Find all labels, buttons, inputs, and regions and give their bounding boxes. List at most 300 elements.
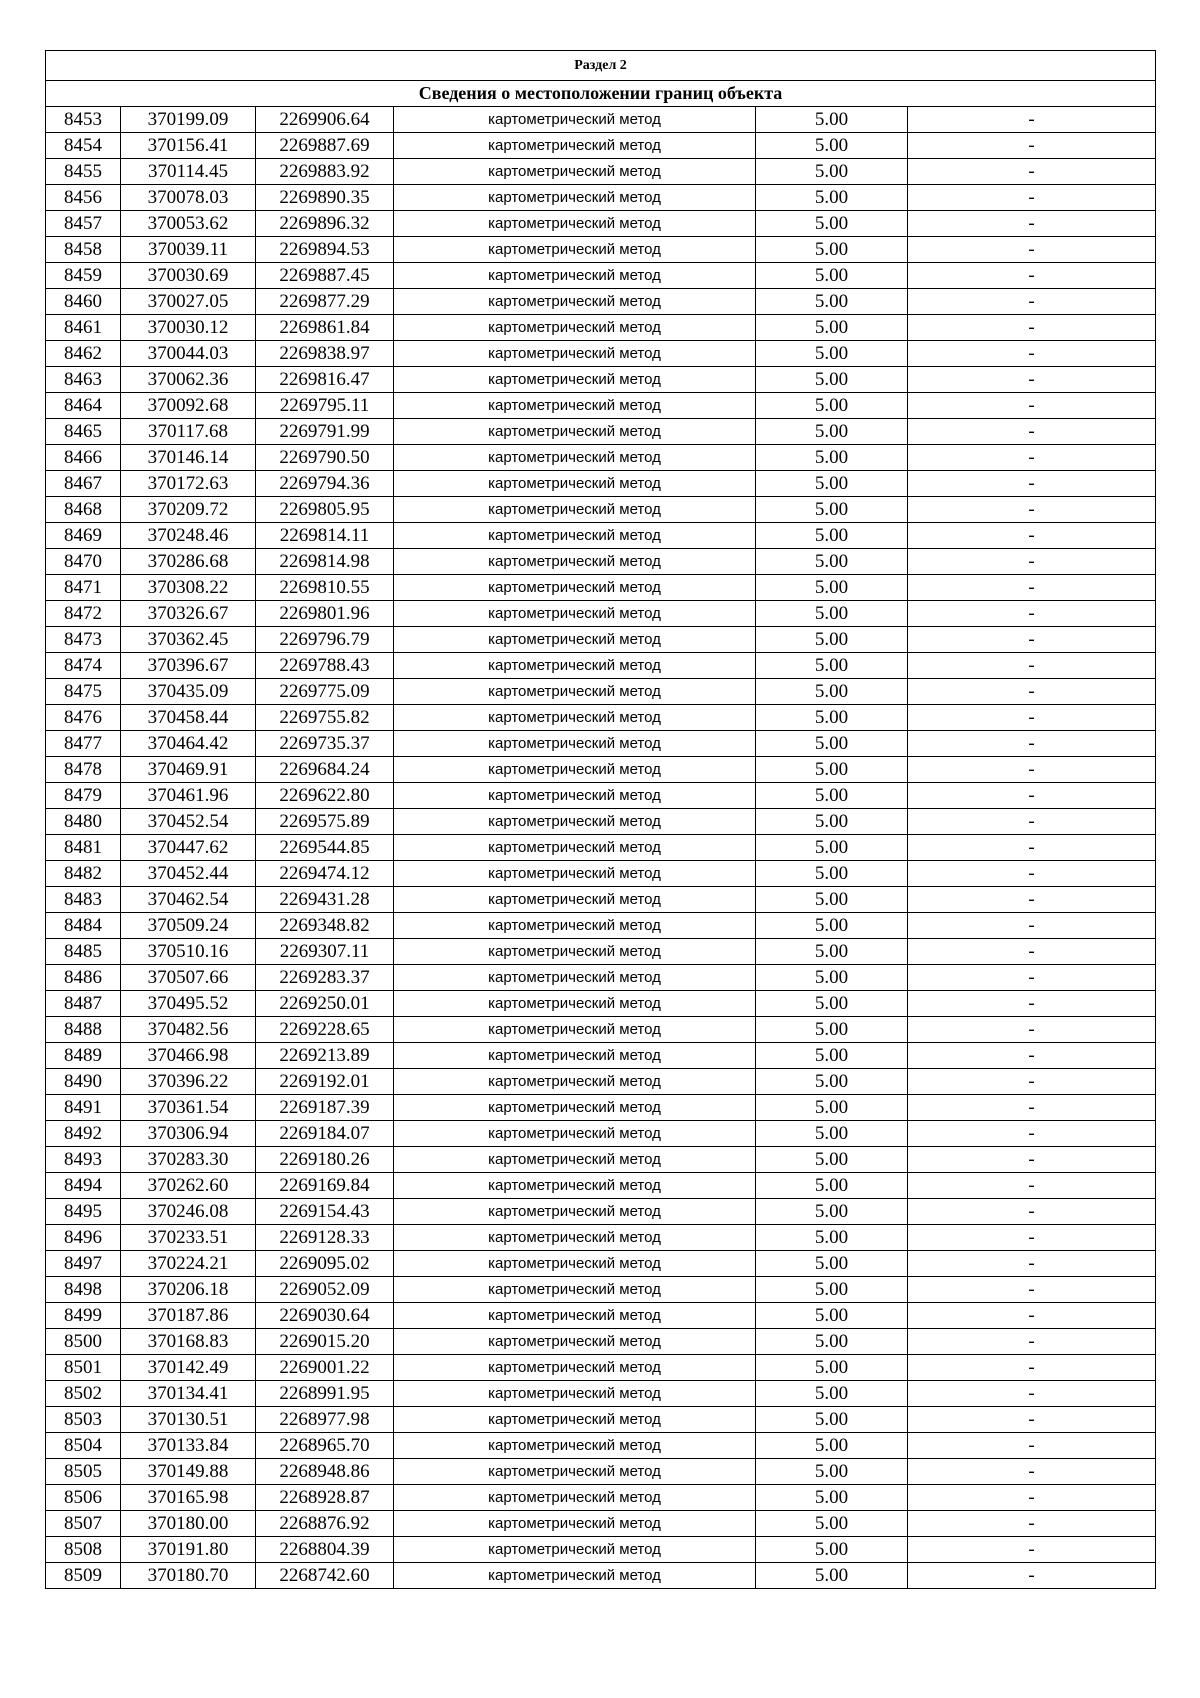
- coord-y-cell: 2269213.89: [256, 1043, 394, 1069]
- point-number-cell: 8482: [46, 861, 121, 887]
- coord-x-cell: 370180.70: [121, 1563, 256, 1589]
- method-cell: картометрический метод: [394, 1225, 756, 1251]
- point-number-cell: 8506: [46, 1485, 121, 1511]
- note-cell: -: [908, 835, 1156, 861]
- coord-x-cell: 370172.63: [121, 471, 256, 497]
- coord-y-cell: 2269890.35: [256, 185, 394, 211]
- point-number-cell: 8507: [46, 1511, 121, 1537]
- coord-x-cell: 370283.30: [121, 1147, 256, 1173]
- method-cell: картометрический метод: [394, 1355, 756, 1381]
- accuracy-cell: 5.00: [756, 367, 908, 393]
- coord-x-cell: 370326.67: [121, 601, 256, 627]
- coord-x-cell: 370027.05: [121, 289, 256, 315]
- table-row: [46, 991, 1156, 1017]
- accuracy-cell: 5.00: [756, 757, 908, 783]
- accuracy-cell: 5.00: [756, 107, 908, 133]
- point-number-cell: 8486: [46, 965, 121, 991]
- table-row: [46, 497, 1156, 523]
- coord-x-cell: 370209.72: [121, 497, 256, 523]
- coord-x-cell: 370039.11: [121, 237, 256, 263]
- point-number-cell: 8476: [46, 705, 121, 731]
- note-cell: -: [908, 133, 1156, 159]
- accuracy-cell: 5.00: [756, 1147, 908, 1173]
- accuracy-cell: 5.00: [756, 497, 908, 523]
- table-row: [46, 315, 1156, 341]
- coord-y-cell: 2268991.95: [256, 1381, 394, 1407]
- accuracy-cell: 5.00: [756, 263, 908, 289]
- accuracy-cell: 5.00: [756, 939, 908, 965]
- method-cell: картометрический метод: [394, 939, 756, 965]
- accuracy-cell: 5.00: [756, 1511, 908, 1537]
- accuracy-cell: 5.00: [756, 1407, 908, 1433]
- method-cell: картометрический метод: [394, 289, 756, 315]
- note-cell: -: [908, 1407, 1156, 1433]
- point-number-cell: 8472: [46, 601, 121, 627]
- point-number-cell: 8461: [46, 315, 121, 341]
- coord-y-cell: 2269896.32: [256, 211, 394, 237]
- accuracy-cell: 5.00: [756, 471, 908, 497]
- point-number-cell: 8481: [46, 835, 121, 861]
- table-row: [46, 887, 1156, 913]
- table-row: [46, 1381, 1156, 1407]
- coord-y-cell: 2269474.12: [256, 861, 394, 887]
- accuracy-cell: 5.00: [756, 861, 908, 887]
- method-cell: картометрический метод: [394, 653, 756, 679]
- coord-x-cell: 370117.68: [121, 419, 256, 445]
- coord-x-cell: 370130.51: [121, 1407, 256, 1433]
- table-row: [46, 1433, 1156, 1459]
- coord-y-cell: 2269184.07: [256, 1121, 394, 1147]
- accuracy-cell: 5.00: [756, 783, 908, 809]
- coord-y-cell: 2269180.26: [256, 1147, 394, 1173]
- point-number-cell: 8509: [46, 1563, 121, 1589]
- note-cell: -: [908, 523, 1156, 549]
- coord-y-cell: 2269228.65: [256, 1017, 394, 1043]
- accuracy-cell: 5.00: [756, 1043, 908, 1069]
- note-cell: -: [908, 341, 1156, 367]
- coord-x-cell: 370092.68: [121, 393, 256, 419]
- table-row: [46, 1511, 1156, 1537]
- coord-y-cell: 2269814.11: [256, 523, 394, 549]
- coord-y-cell: 2269805.95: [256, 497, 394, 523]
- point-number-cell: 8498: [46, 1277, 121, 1303]
- point-number-cell: 8484: [46, 913, 121, 939]
- point-number-cell: 8458: [46, 237, 121, 263]
- note-cell: -: [908, 809, 1156, 835]
- coord-x-cell: 370495.52: [121, 991, 256, 1017]
- method-cell: картометрический метод: [394, 367, 756, 393]
- method-cell: картометрический метод: [394, 159, 756, 185]
- accuracy-cell: 5.00: [756, 393, 908, 419]
- table-row: [46, 1303, 1156, 1329]
- note-cell: -: [908, 1459, 1156, 1485]
- coord-x-cell: 370461.96: [121, 783, 256, 809]
- method-cell: картометрический метод: [394, 185, 756, 211]
- coord-y-cell: 2268928.87: [256, 1485, 394, 1511]
- coord-y-cell: 2269887.69: [256, 133, 394, 159]
- accuracy-cell: 5.00: [756, 575, 908, 601]
- note-cell: -: [908, 185, 1156, 211]
- accuracy-cell: 5.00: [756, 1069, 908, 1095]
- coord-y-cell: 2269877.29: [256, 289, 394, 315]
- coord-x-cell: 370248.46: [121, 523, 256, 549]
- table-row: [46, 861, 1156, 887]
- coord-x-cell: 370233.51: [121, 1225, 256, 1251]
- point-number-cell: 8470: [46, 549, 121, 575]
- accuracy-cell: 5.00: [756, 679, 908, 705]
- note-cell: -: [908, 393, 1156, 419]
- note-cell: -: [908, 965, 1156, 991]
- point-number-cell: 8488: [46, 1017, 121, 1043]
- note-cell: -: [908, 705, 1156, 731]
- point-number-cell: 8504: [46, 1433, 121, 1459]
- point-number-cell: 8454: [46, 133, 121, 159]
- table-row: [46, 913, 1156, 939]
- boundary-coordinates-table: [45, 50, 1156, 1589]
- table-row: [46, 809, 1156, 835]
- table-row: [46, 133, 1156, 159]
- method-cell: картометрический метод: [394, 549, 756, 575]
- note-cell: -: [908, 887, 1156, 913]
- table-row: [46, 289, 1156, 315]
- coord-x-cell: 370462.54: [121, 887, 256, 913]
- coord-y-cell: 2269307.11: [256, 939, 394, 965]
- point-number-cell: 8499: [46, 1303, 121, 1329]
- table-row: [46, 159, 1156, 185]
- note-cell: -: [908, 237, 1156, 263]
- coord-y-cell: 2269128.33: [256, 1225, 394, 1251]
- note-cell: -: [908, 783, 1156, 809]
- note-cell: -: [908, 1329, 1156, 1355]
- coord-x-cell: 370030.12: [121, 315, 256, 341]
- coord-x-cell: 370146.14: [121, 445, 256, 471]
- table-row: [46, 939, 1156, 965]
- accuracy-cell: 5.00: [756, 341, 908, 367]
- coord-y-cell: 2269187.39: [256, 1095, 394, 1121]
- coord-x-cell: 370187.86: [121, 1303, 256, 1329]
- note-cell: -: [908, 1277, 1156, 1303]
- accuracy-cell: 5.00: [756, 1433, 908, 1459]
- point-number-cell: 8453: [46, 107, 121, 133]
- method-cell: картометрический метод: [394, 861, 756, 887]
- point-number-cell: 8497: [46, 1251, 121, 1277]
- table-row: [46, 835, 1156, 861]
- note-cell: -: [908, 939, 1156, 965]
- note-cell: -: [908, 107, 1156, 133]
- coord-y-cell: 2269169.84: [256, 1173, 394, 1199]
- note-cell: -: [908, 601, 1156, 627]
- accuracy-cell: 5.00: [756, 1381, 908, 1407]
- accuracy-cell: 5.00: [756, 991, 908, 1017]
- note-cell: -: [908, 263, 1156, 289]
- note-cell: -: [908, 991, 1156, 1017]
- accuracy-cell: 5.00: [756, 965, 908, 991]
- method-cell: картометрический метод: [394, 1173, 756, 1199]
- note-cell: -: [908, 419, 1156, 445]
- coord-x-cell: 370452.44: [121, 861, 256, 887]
- accuracy-cell: 5.00: [756, 1199, 908, 1225]
- note-cell: -: [908, 497, 1156, 523]
- note-cell: -: [908, 1511, 1156, 1537]
- coord-x-cell: 370306.94: [121, 1121, 256, 1147]
- coord-y-cell: 2269192.01: [256, 1069, 394, 1095]
- accuracy-cell: 5.00: [756, 1121, 908, 1147]
- coord-y-cell: 2268804.39: [256, 1537, 394, 1563]
- coord-y-cell: 2269684.24: [256, 757, 394, 783]
- method-cell: картометрический метод: [394, 315, 756, 341]
- table-row: [46, 1147, 1156, 1173]
- table-row: [46, 757, 1156, 783]
- accuracy-cell: 5.00: [756, 1277, 908, 1303]
- coord-y-cell: 2269788.43: [256, 653, 394, 679]
- method-cell: картометрический метод: [394, 679, 756, 705]
- coord-y-cell: 2268948.86: [256, 1459, 394, 1485]
- point-number-cell: 8500: [46, 1329, 121, 1355]
- table-row: [46, 185, 1156, 211]
- accuracy-cell: 5.00: [756, 1459, 908, 1485]
- point-number-cell: 8494: [46, 1173, 121, 1199]
- method-cell: картометрический метод: [394, 263, 756, 289]
- method-cell: картометрический метод: [394, 1537, 756, 1563]
- note-cell: -: [908, 653, 1156, 679]
- accuracy-cell: 5.00: [756, 133, 908, 159]
- accuracy-cell: 5.00: [756, 809, 908, 835]
- coord-x-cell: 370206.18: [121, 1277, 256, 1303]
- table-row: [46, 523, 1156, 549]
- accuracy-cell: 5.00: [756, 1225, 908, 1251]
- coord-y-cell: 2269030.64: [256, 1303, 394, 1329]
- coord-y-cell: 2269894.53: [256, 237, 394, 263]
- table-row: [46, 1017, 1156, 1043]
- accuracy-cell: 5.00: [756, 1173, 908, 1199]
- accuracy-cell: 5.00: [756, 731, 908, 757]
- coord-x-cell: 370466.98: [121, 1043, 256, 1069]
- note-cell: -: [908, 1381, 1156, 1407]
- method-cell: картометрический метод: [394, 575, 756, 601]
- method-cell: картометрический метод: [394, 913, 756, 939]
- coord-y-cell: 2269001.22: [256, 1355, 394, 1381]
- method-cell: картометрический метод: [394, 1485, 756, 1511]
- point-number-cell: 8487: [46, 991, 121, 1017]
- table-row: [46, 705, 1156, 731]
- coord-x-cell: 370458.44: [121, 705, 256, 731]
- table-row: [46, 1407, 1156, 1433]
- table-row: [46, 1173, 1156, 1199]
- accuracy-cell: 5.00: [756, 445, 908, 471]
- accuracy-cell: 5.00: [756, 315, 908, 341]
- coord-x-cell: 370199.09: [121, 107, 256, 133]
- coord-x-cell: 370510.16: [121, 939, 256, 965]
- table-row: [46, 783, 1156, 809]
- method-cell: картометрический метод: [394, 497, 756, 523]
- method-cell: картометрический метод: [394, 757, 756, 783]
- note-cell: -: [908, 1433, 1156, 1459]
- accuracy-cell: 5.00: [756, 913, 908, 939]
- coord-x-cell: 370053.62: [121, 211, 256, 237]
- coord-x-cell: 370262.60: [121, 1173, 256, 1199]
- method-cell: картометрический метод: [394, 445, 756, 471]
- point-number-cell: 8503: [46, 1407, 121, 1433]
- coord-y-cell: 2269154.43: [256, 1199, 394, 1225]
- point-number-cell: 8483: [46, 887, 121, 913]
- point-number-cell: 8469: [46, 523, 121, 549]
- point-number-cell: 8508: [46, 1537, 121, 1563]
- table-row: [46, 601, 1156, 627]
- method-cell: картометрический метод: [394, 1043, 756, 1069]
- table-row: [46, 107, 1156, 133]
- table-row: [46, 263, 1156, 289]
- point-number-cell: 8489: [46, 1043, 121, 1069]
- method-cell: картометрический метод: [394, 731, 756, 757]
- method-cell: картометрический метод: [394, 107, 756, 133]
- coord-x-cell: 370509.24: [121, 913, 256, 939]
- point-number-cell: 8463: [46, 367, 121, 393]
- accuracy-cell: 5.00: [756, 601, 908, 627]
- section-title: Раздел 2: [46, 51, 1156, 81]
- coord-x-cell: 370447.62: [121, 835, 256, 861]
- table-row: [46, 1199, 1156, 1225]
- accuracy-cell: 5.00: [756, 159, 908, 185]
- coord-x-cell: 370133.84: [121, 1433, 256, 1459]
- method-cell: картометрический метод: [394, 1329, 756, 1355]
- accuracy-cell: 5.00: [756, 523, 908, 549]
- coord-x-cell: 370396.67: [121, 653, 256, 679]
- note-cell: -: [908, 913, 1156, 939]
- accuracy-cell: 5.00: [756, 289, 908, 315]
- coord-x-cell: 370114.45: [121, 159, 256, 185]
- method-cell: картометрический метод: [394, 471, 756, 497]
- accuracy-cell: 5.00: [756, 237, 908, 263]
- point-number-cell: 8464: [46, 393, 121, 419]
- point-number-cell: 8501: [46, 1355, 121, 1381]
- method-cell: картометрический метод: [394, 237, 756, 263]
- table-row: [46, 471, 1156, 497]
- method-cell: картометрический метод: [394, 1277, 756, 1303]
- table-row: [46, 1277, 1156, 1303]
- note-cell: -: [908, 1199, 1156, 1225]
- note-cell: -: [908, 159, 1156, 185]
- table-row: [46, 627, 1156, 653]
- coord-x-cell: 370464.42: [121, 731, 256, 757]
- coord-x-cell: 370180.00: [121, 1511, 256, 1537]
- accuracy-cell: 5.00: [756, 835, 908, 861]
- method-cell: картометрический метод: [394, 1563, 756, 1589]
- table-row: [46, 1537, 1156, 1563]
- method-cell: картометрический метод: [394, 1069, 756, 1095]
- note-cell: -: [908, 211, 1156, 237]
- coord-y-cell: 2269810.55: [256, 575, 394, 601]
- point-number-cell: 8480: [46, 809, 121, 835]
- method-cell: картометрический метод: [394, 783, 756, 809]
- accuracy-cell: 5.00: [756, 1251, 908, 1277]
- table-row: [46, 419, 1156, 445]
- method-cell: картометрический метод: [394, 133, 756, 159]
- method-cell: картометрический метод: [394, 1017, 756, 1043]
- table-row: [46, 1563, 1156, 1589]
- point-number-cell: 8485: [46, 939, 121, 965]
- coord-x-cell: 370246.08: [121, 1199, 256, 1225]
- accuracy-cell: 5.00: [756, 1485, 908, 1511]
- point-number-cell: 8474: [46, 653, 121, 679]
- method-cell: картометрический метод: [394, 601, 756, 627]
- point-number-cell: 8456: [46, 185, 121, 211]
- note-cell: -: [908, 471, 1156, 497]
- coord-x-cell: 370062.36: [121, 367, 256, 393]
- point-number-cell: 8491: [46, 1095, 121, 1121]
- method-cell: картометрический метод: [394, 211, 756, 237]
- point-number-cell: 8505: [46, 1459, 121, 1485]
- coord-x-cell: 370435.09: [121, 679, 256, 705]
- coord-y-cell: 2269887.45: [256, 263, 394, 289]
- table-row: [46, 731, 1156, 757]
- coord-y-cell: 2269544.85: [256, 835, 394, 861]
- note-cell: -: [908, 1485, 1156, 1511]
- coord-x-cell: 370134.41: [121, 1381, 256, 1407]
- coord-y-cell: 2269755.82: [256, 705, 394, 731]
- point-number-cell: 8457: [46, 211, 121, 237]
- table-row: [46, 1043, 1156, 1069]
- section-header-row: [46, 51, 1156, 81]
- note-cell: -: [908, 627, 1156, 653]
- method-cell: картометрический метод: [394, 965, 756, 991]
- note-cell: -: [908, 315, 1156, 341]
- note-cell: -: [908, 1173, 1156, 1199]
- note-cell: -: [908, 445, 1156, 471]
- coord-y-cell: 2269575.89: [256, 809, 394, 835]
- coord-x-cell: 370224.21: [121, 1251, 256, 1277]
- note-cell: -: [908, 1017, 1156, 1043]
- coord-y-cell: 2269622.80: [256, 783, 394, 809]
- accuracy-cell: 5.00: [756, 1303, 908, 1329]
- coord-y-cell: 2269790.50: [256, 445, 394, 471]
- coord-x-cell: 370030.69: [121, 263, 256, 289]
- note-cell: -: [908, 1355, 1156, 1381]
- point-number-cell: 8473: [46, 627, 121, 653]
- method-cell: картометрический метод: [394, 1121, 756, 1147]
- point-number-cell: 8479: [46, 783, 121, 809]
- coord-x-cell: 370396.22: [121, 1069, 256, 1095]
- coord-y-cell: 2269735.37: [256, 731, 394, 757]
- table-title: Сведения о местоположении границ объекта: [46, 81, 1156, 107]
- coord-x-cell: 370149.88: [121, 1459, 256, 1485]
- accuracy-cell: 5.00: [756, 211, 908, 237]
- method-cell: картометрический метод: [394, 1407, 756, 1433]
- method-cell: картометрический метод: [394, 627, 756, 653]
- method-cell: картометрический метод: [394, 523, 756, 549]
- coord-x-cell: 370078.03: [121, 185, 256, 211]
- point-number-cell: 8492: [46, 1121, 121, 1147]
- coord-y-cell: 2269796.79: [256, 627, 394, 653]
- coord-y-cell: 2269775.09: [256, 679, 394, 705]
- table-row: [46, 211, 1156, 237]
- method-cell: картометрический метод: [394, 1095, 756, 1121]
- method-cell: картометрический метод: [394, 1381, 756, 1407]
- method-cell: картометрический метод: [394, 1251, 756, 1277]
- table-row: [46, 1459, 1156, 1485]
- method-cell: картометрический метод: [394, 393, 756, 419]
- coord-x-cell: 370308.22: [121, 575, 256, 601]
- method-cell: картометрический метод: [394, 705, 756, 731]
- method-cell: картометрический метод: [394, 887, 756, 913]
- table-row: [46, 575, 1156, 601]
- coord-y-cell: 2269838.97: [256, 341, 394, 367]
- coord-x-cell: 370452.54: [121, 809, 256, 835]
- note-cell: -: [908, 1563, 1156, 1589]
- table-row: [46, 1069, 1156, 1095]
- coord-x-cell: 370191.80: [121, 1537, 256, 1563]
- accuracy-cell: 5.00: [756, 653, 908, 679]
- coord-y-cell: 2269052.09: [256, 1277, 394, 1303]
